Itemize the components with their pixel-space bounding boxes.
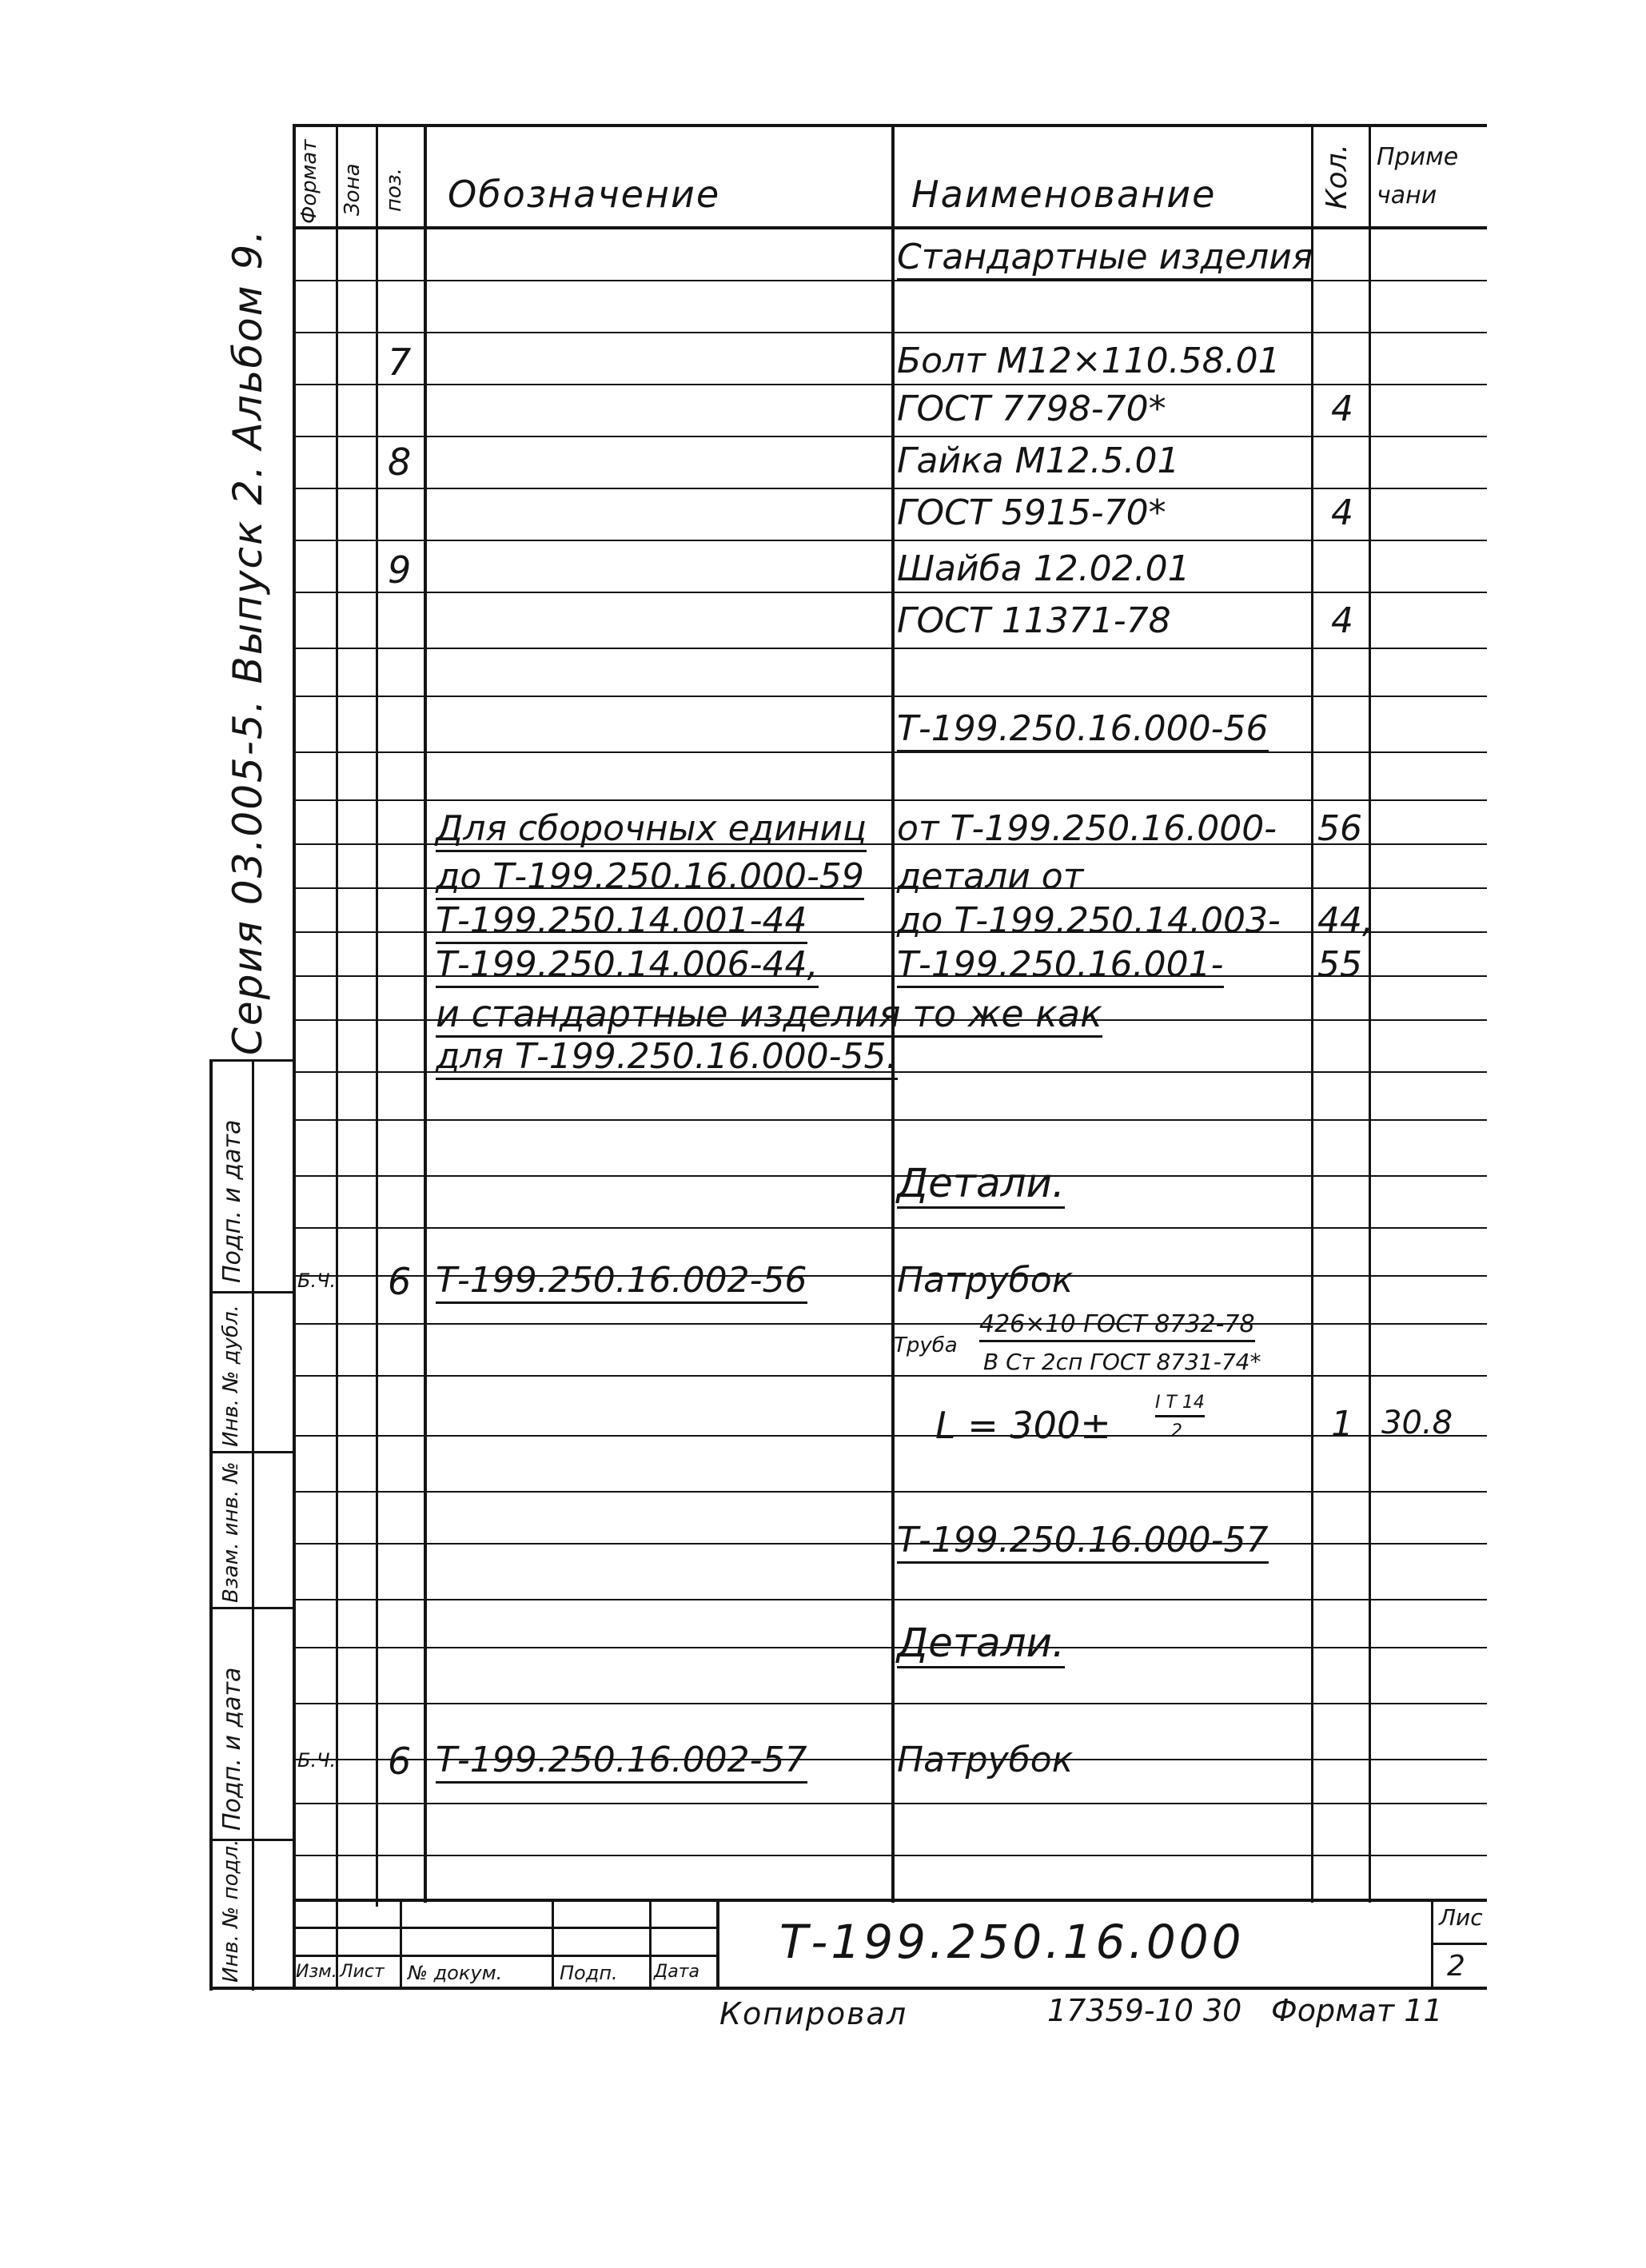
- header-designation: Обозначение: [448, 173, 721, 216]
- row-pos: 8: [388, 440, 412, 484]
- tb-col3: [552, 1899, 554, 1990]
- row-separator: [293, 540, 1487, 541]
- row-separator: [293, 696, 1487, 697]
- footer-code: 17359-10: [1047, 1993, 1194, 2028]
- stamp-podp-data-2: Подп. и дата: [218, 1667, 246, 1831]
- row-designation: Т-199.250.16.002-57: [436, 1743, 807, 1784]
- binding-mid: [252, 1059, 254, 1991]
- header-qty: Кол.: [1321, 143, 1353, 209]
- tb-podp: Подп.: [560, 1962, 618, 1984]
- row-separator: [293, 1703, 1487, 1704]
- col-pos-left: [376, 124, 378, 1907]
- frame-top: [293, 124, 1487, 127]
- row-separator: [293, 488, 1487, 489]
- row-pos: 9: [388, 548, 412, 592]
- header-pos: поз.: [382, 168, 406, 212]
- series-title: Серия 03.005-5. Выпуск 2. Альбом 9.: [225, 228, 271, 1055]
- tb-doc-no: № докум.: [408, 1962, 503, 1984]
- row-separator: [293, 648, 1487, 649]
- row-qty: 4: [1331, 600, 1353, 641]
- row-separator: [293, 751, 1487, 753]
- row-qty: 1: [1331, 1404, 1353, 1445]
- footer-number: 30: [1203, 1993, 1242, 2028]
- row-pipe-num: 426×10 ГОСТ 8732-78: [979, 1313, 1255, 1342]
- col-zone-left: [336, 124, 338, 1907]
- row-pipe-den: В Ст 2сп ГОСТ 8731-74*: [983, 1349, 1261, 1375]
- binding-sep-3: [209, 1607, 296, 1609]
- row-name: Т-199.250.16.001-: [897, 947, 1224, 988]
- footer-copied: Копировал: [719, 1996, 908, 2031]
- header-name: Наименование: [911, 173, 1217, 216]
- stamp-inv-podl: Инв. № подл.: [219, 1839, 243, 1983]
- row-name: до Т-199.250.14.003-: [897, 900, 1281, 941]
- header-note-2: чани: [1377, 181, 1437, 209]
- row-separator: [293, 1175, 1487, 1177]
- row-qty: 44,: [1317, 900, 1373, 941]
- row-tol-den: 2: [1171, 1421, 1182, 1441]
- row-pos: 7: [388, 341, 412, 384]
- row-format: Б.Ч.: [297, 1270, 337, 1292]
- row-separator: [293, 1599, 1487, 1600]
- stamp-vzam-inv: Взам. инв. №: [219, 1461, 243, 1603]
- binding-sep-1: [209, 1291, 296, 1293]
- row-name: детали от: [897, 856, 1084, 897]
- row-format: Б.Ч.: [297, 1749, 337, 1772]
- row-pipe-label: Труба: [894, 1333, 958, 1357]
- row-separator: [293, 332, 1487, 333]
- col-desig-left: [424, 124, 427, 1903]
- row-separator: [293, 1647, 1487, 1648]
- row-name: ГОСТ 5915-70*: [897, 492, 1166, 533]
- row-separator: [293, 436, 1487, 437]
- col-note-left: [1369, 124, 1371, 1903]
- row-separator: [293, 1119, 1487, 1121]
- row-designation: Т-199.250.14.006-44,: [436, 947, 819, 988]
- binding-sep-2: [209, 1451, 296, 1453]
- binding-top: [209, 1059, 296, 1062]
- row-separator: [293, 1855, 1487, 1856]
- row-qty: 56: [1317, 808, 1362, 849]
- row-designation: до Т-199.250.16.000-59: [436, 859, 864, 900]
- row-qty: 4: [1331, 492, 1353, 533]
- row-name: Т-199.250.16.000-56: [897, 711, 1269, 752]
- row-name: ГОСТ 11371-78: [897, 600, 1171, 641]
- tb-top: [293, 1899, 1487, 1902]
- row-name: Патрубок: [897, 1260, 1074, 1301]
- tb-data: Дата: [654, 1962, 699, 1982]
- tb-col4: [649, 1899, 652, 1990]
- col-qty-left: [1311, 124, 1313, 1903]
- row-separator: [293, 1375, 1487, 1377]
- row-designation: для Т-199.250.16.000-55.: [436, 1039, 898, 1080]
- stamp-podp-data-1: Подп. и дата: [218, 1119, 246, 1283]
- binding-left: [209, 1059, 213, 1991]
- tb-col2: [400, 1899, 402, 1990]
- row-separator: [293, 799, 1487, 801]
- row-pos: 6: [388, 1260, 412, 1303]
- frame-left: [293, 124, 296, 1987]
- header-zone: Зона: [341, 163, 365, 216]
- row-designation: Т-199.250.16.002-56: [436, 1263, 807, 1304]
- row-designation: и стандартные изделия то же как: [436, 995, 1102, 1038]
- row-separator: [293, 1491, 1487, 1493]
- row-name: от Т-199.250.16.000-: [897, 808, 1277, 849]
- row-tol-num: I T 14: [1155, 1394, 1205, 1417]
- row-pos: 6: [388, 1740, 412, 1783]
- tb-izm: Изм.: [296, 1962, 337, 1982]
- row-name: Гайка М12.5.01: [897, 440, 1180, 481]
- row-separator: [293, 1323, 1487, 1325]
- header-format: Формат: [297, 139, 321, 224]
- row-name: Детали.: [897, 1163, 1065, 1209]
- tb-doc-code: Т-199.250.16.000: [779, 1915, 1245, 1969]
- row-separator: [293, 1803, 1487, 1804]
- row-designation: Для сборочных единиц: [436, 811, 867, 852]
- row-name: Стандартные изделия: [897, 240, 1313, 281]
- row-separator: [293, 384, 1487, 385]
- row-note: 30.8: [1381, 1405, 1453, 1441]
- row-separator: [293, 592, 1487, 593]
- row-name: Патрубок: [897, 1740, 1074, 1780]
- row-separator: [293, 1227, 1487, 1229]
- header-bottom: [293, 226, 1487, 229]
- row-designation: Т-199.250.14.001-44: [436, 903, 807, 944]
- stamp-inv-dubl: Инв. № дубл.: [219, 1305, 243, 1447]
- row-separator: [293, 1435, 1487, 1437]
- row-length: L = 300±: [935, 1404, 1111, 1447]
- row-name: ГОСТ 7798-70*: [897, 389, 1166, 429]
- tb-sheet-mid: [1431, 1943, 1487, 1945]
- row-name: Т-199.250.16.000-57: [897, 1523, 1269, 1564]
- tb-row1: [293, 1927, 716, 1929]
- tb-row2: [293, 1955, 716, 1957]
- row-name: Шайба 12.02.01: [897, 548, 1190, 589]
- row-qty: 55: [1317, 944, 1362, 985]
- tb-sheet-label: Лис: [1439, 1904, 1483, 1931]
- row-name: Детали.: [897, 1623, 1065, 1668]
- tb-main-left: [716, 1899, 719, 1990]
- row-name: Болт М12×110.58.01: [897, 341, 1281, 381]
- row-separator: [293, 1543, 1487, 1545]
- tb-sheet-no: 2: [1447, 1950, 1465, 1983]
- header-note-1: Приме: [1377, 143, 1459, 171]
- footer-format: Формат 11: [1271, 1993, 1443, 2028]
- tb-list: Лист: [340, 1962, 385, 1982]
- row-qty: 4: [1331, 389, 1353, 429]
